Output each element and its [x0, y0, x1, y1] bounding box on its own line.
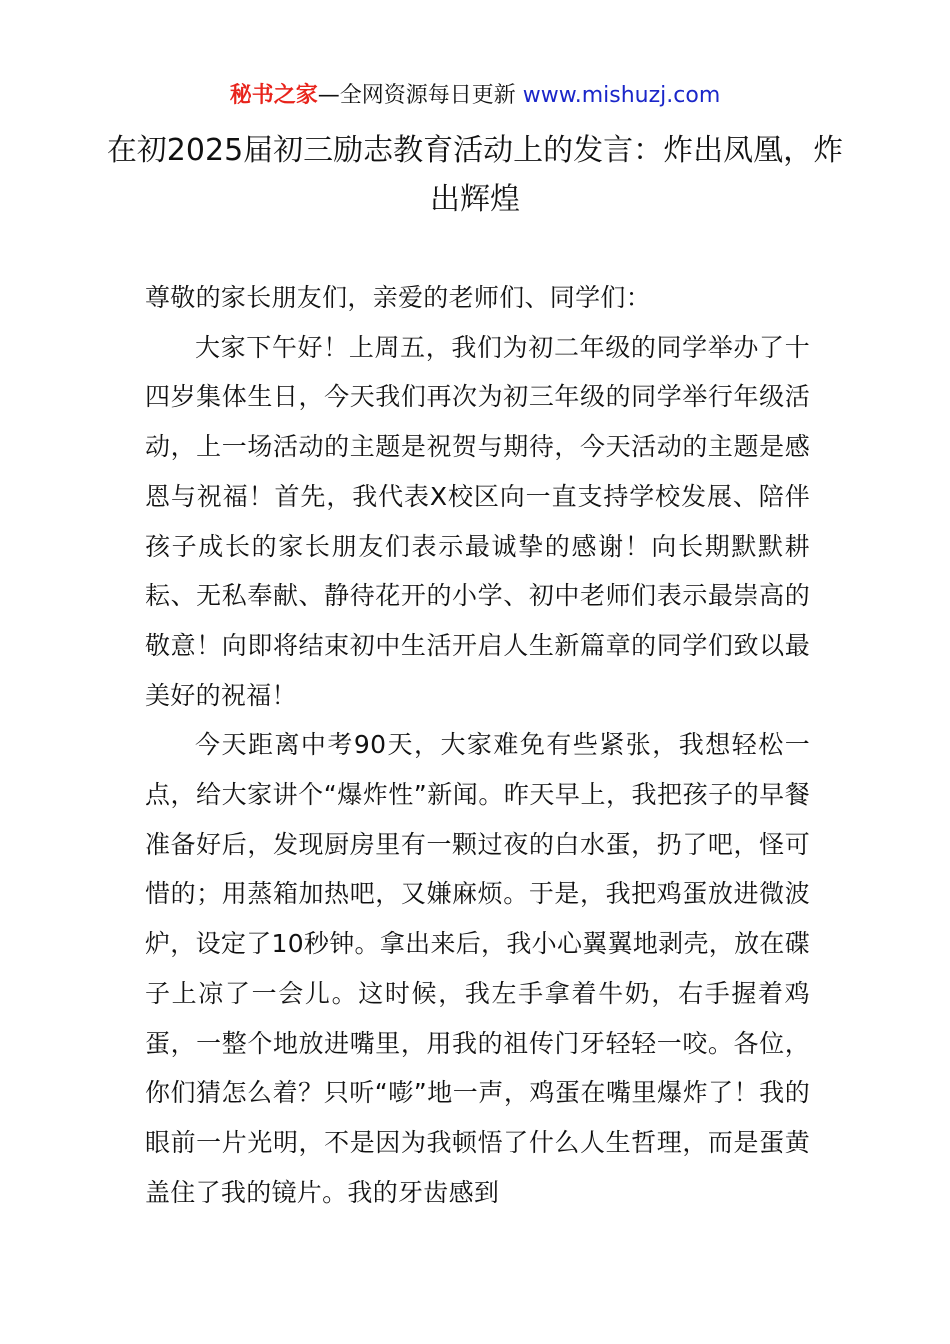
site-url-link[interactable]: www.mishuzj.com — [522, 83, 721, 108]
site-header — [0, 80, 950, 112]
document-body — [145, 273, 810, 1217]
paragraph-1: 大家下午好！上周五，我们为初二年级的同学举办了十四岁集体生日，今天我们再次为初三年级的同学举行年级活动，上一场活动的主题是祝贺与期待，今天活动的主题是感恩与祝福！首先，我代表X校区向一直支持学校发展、陪伴孩子成长的家长朋友们表示最诚挚的感谢！向长期默默耕耘、无私奉献、静待花开的小学、初中老师们表示最崇高的敬意！向即将结束初中生活开启人生新篇章的同学们致以最美好的祝福！ — [145, 332, 810, 710]
header-tagline: —全网资源每日更新 — [317, 83, 516, 108]
document-title: 在初2025届初三励志教育活动上的发言：炸出凤凰，炸出辉煌 — [106, 133, 844, 217]
brand-name: 秘书之家 — [229, 83, 318, 108]
paragraph-2: 今天距离中考90天，大家难免有些紧张，我想轻松一点，给大家讲个“爆炸性”新闻。昨天早上，我把孩子的早餐准备好后，发现厨房里有一颗过夜的白水蛋，扔了吧，怪可惜的；用蒸箱加热吧，又嫌麻烦。于是，我把鸡蛋放进微波炉，设定了10秒钟。拿出来后，我小心翼翼地剥壳，放在碟子上凉了一会儿。这时候，我左手拿着牛奶，右手握着鸡蛋，一整个地放进嘴里，用我的祖传门牙轻轻一咬。各位，你们猜怎么着？只听“嘭”地一声，鸡蛋在嘴里爆炸了！我的眼前一片光明，不是因为我顿悟了什么人生哲理，而是蛋黄盖住了我的镜片。我的牙齿感到 — [145, 730, 810, 1207]
salutation: 尊敬的家长朋友们，亲爱的老师们、同学们： — [145, 283, 652, 312]
